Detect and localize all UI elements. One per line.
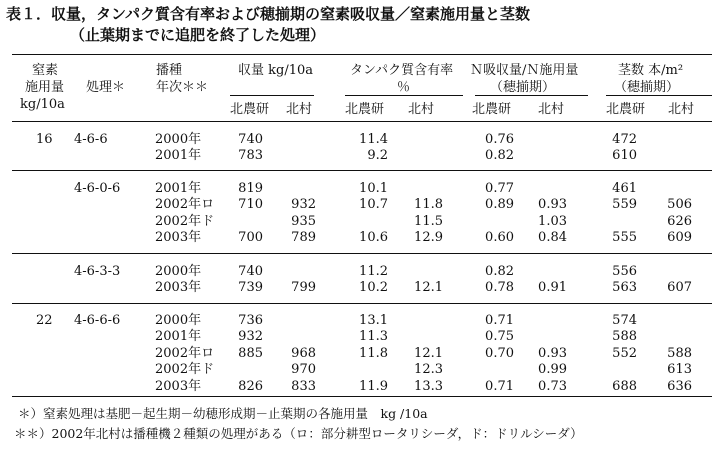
- year-cell: 2001年: [155, 329, 202, 345]
- value-cell: 556: [612, 264, 637, 279]
- value-cell: 740: [238, 132, 263, 147]
- header-sub-stems-b: 北村: [668, 102, 695, 117]
- year-cell: 2000年: [155, 132, 202, 147]
- value-cell: 0.70: [485, 345, 514, 361]
- value-cell: 0.99: [538, 362, 567, 378]
- value-cell: 11.9: [359, 378, 388, 394]
- bottom-rule: [12, 396, 712, 397]
- year-cell: 2002年ロ: [155, 345, 215, 361]
- value-cell: 613: [667, 362, 692, 378]
- value-cell: 12.3: [414, 362, 443, 378]
- header-n-rate-3: kg/10a: [20, 97, 65, 112]
- value-cell: 970: [291, 362, 316, 378]
- header-sub-protein-b: 北村: [408, 102, 435, 117]
- value-cell: 11.8: [414, 197, 443, 213]
- value-cell: 563: [612, 280, 637, 296]
- treatment-cell: 4-6-6: [74, 132, 108, 147]
- header-yield: 収量 kg/10a: [238, 63, 314, 78]
- year-cell: 2002年ド: [155, 362, 215, 378]
- value-cell: 0.84: [538, 230, 567, 246]
- value-cell: 10.1: [359, 181, 388, 196]
- value-cell: 607: [667, 280, 692, 296]
- value-cell: 0.76: [485, 132, 514, 147]
- value-cell: 626: [667, 213, 692, 229]
- value-cell: 12.1: [414, 345, 443, 361]
- value-cell: 789: [291, 230, 316, 246]
- header-stems-2: （穂揃期）: [614, 80, 680, 95]
- value-cell: 10.2: [359, 280, 388, 296]
- header-n-rate-1: 窒素: [32, 63, 59, 78]
- value-cell: 1.03: [538, 213, 567, 229]
- value-cell: 13.1: [359, 313, 388, 328]
- value-cell: 0.71: [485, 378, 514, 394]
- value-cell: 0.82: [485, 148, 514, 164]
- value-cell: 688: [612, 378, 637, 394]
- value-cell: 12.9: [414, 230, 443, 246]
- table-subtitle: （止葉期までに追肥を終了した処理）: [70, 26, 326, 44]
- value-cell: 710: [238, 197, 263, 213]
- value-cell: 461: [612, 181, 637, 196]
- value-cell: 968: [291, 345, 316, 361]
- header-protein-2: ％: [397, 80, 411, 95]
- year-cell: 2001年: [155, 181, 202, 196]
- stems-subrule: [606, 95, 712, 96]
- value-cell: 0.93: [538, 345, 567, 361]
- value-cell: 636: [667, 378, 692, 394]
- value-cell: 11.8: [359, 345, 388, 361]
- value-cell: 700: [238, 230, 263, 246]
- header-sub-ratio-b: 北村: [538, 102, 565, 117]
- value-cell: 833: [291, 378, 316, 394]
- treatment-cell: 4-6-6-6: [74, 313, 121, 328]
- value-cell: 10.7: [359, 197, 388, 213]
- header-ratio-2: （穂揃期）: [490, 80, 556, 95]
- year-cell: 2000年: [155, 264, 202, 279]
- value-cell: 932: [291, 197, 316, 213]
- value-cell: 506: [667, 197, 692, 213]
- value-cell: 0.93: [538, 197, 567, 213]
- value-cell: 0.77: [485, 181, 514, 196]
- year-cell: 2000年: [155, 313, 202, 328]
- value-cell: 0.82: [485, 264, 514, 279]
- value-cell: 0.78: [485, 280, 514, 296]
- value-cell: 11.2: [359, 264, 388, 279]
- year-cell: 2002年ド: [155, 213, 215, 229]
- header-sub-stems-a: 北農研: [606, 102, 646, 117]
- yield-subrule: [230, 95, 314, 96]
- value-cell: 9.2: [367, 148, 388, 164]
- value-cell: 12.1: [414, 280, 443, 296]
- ratio-subrule: [475, 95, 588, 96]
- header-year-2: 年次＊＊: [156, 80, 209, 95]
- value-cell: 740: [238, 264, 263, 279]
- value-cell: 0.71: [485, 313, 514, 328]
- header-sub-yield-b: 北村: [286, 102, 313, 117]
- value-cell: 10.6: [359, 230, 388, 246]
- value-cell: 885: [238, 345, 263, 361]
- value-cell: 739: [238, 280, 263, 296]
- value-cell: 799: [291, 280, 316, 296]
- value-cell: 559: [612, 197, 637, 213]
- value-cell: 609: [667, 230, 692, 246]
- n-rate-cell: 22: [36, 313, 53, 328]
- value-cell: 13.3: [414, 378, 443, 394]
- group-rule-2: [12, 253, 712, 254]
- treatment-cell: 4-6-3-3: [74, 264, 121, 279]
- footnote-2: ＊＊）2002年北村は播種機２種類の処理がある（ロ：部分耕型ロータリシーダ，ド：ドリルシーダ）: [14, 426, 583, 441]
- value-cell: 11.5: [414, 213, 443, 229]
- header-sub-ratio-a: 北農研: [472, 102, 512, 117]
- value-cell: 0.75: [485, 329, 514, 345]
- value-cell: 588: [667, 345, 692, 361]
- header-sub-protein-a: 北農研: [345, 102, 385, 117]
- table-title: 表１．収量，タンパク質含有率および穂揃期の窒素吸収量／窒素施用量と茎数: [6, 5, 530, 23]
- header-bottom-rule: [12, 121, 712, 122]
- n-rate-cell: 16: [36, 132, 53, 147]
- value-cell: 783: [238, 148, 263, 164]
- header-ratio-1: Ｎ吸収量/Ｎ施用量: [470, 63, 579, 78]
- header-treatment: 処理＊: [86, 80, 126, 95]
- value-cell: 588: [612, 329, 637, 345]
- value-cell: 552: [612, 345, 637, 361]
- value-cell: 0.60: [485, 230, 514, 246]
- value-cell: 826: [238, 378, 263, 394]
- value-cell: 11.3: [359, 329, 388, 345]
- year-cell: 2003年: [155, 230, 202, 246]
- year-cell: 2002年ロ: [155, 197, 215, 213]
- value-cell: 0.73: [538, 378, 567, 394]
- header-year-1: 播種: [156, 63, 183, 78]
- year-cell: 2001年: [155, 148, 202, 164]
- protein-subrule: [345, 95, 463, 96]
- treatment-cell: 4-6-0-6: [74, 181, 121, 196]
- group-rule-3: [12, 303, 712, 304]
- value-cell: 610: [612, 148, 637, 164]
- value-cell: 819: [238, 181, 263, 196]
- value-cell: 736: [238, 313, 263, 328]
- value-cell: 574: [612, 313, 637, 328]
- value-cell: 0.91: [538, 280, 567, 296]
- value-cell: 555: [612, 230, 637, 246]
- header-sub-yield-a: 北農研: [230, 102, 270, 117]
- year-cell: 2003年: [155, 378, 202, 394]
- year-cell: 2003年: [155, 280, 202, 296]
- group-rule-1: [12, 170, 712, 171]
- value-cell: 11.4: [359, 132, 388, 147]
- header-n-rate-2: 施用量: [25, 80, 65, 95]
- top-rule: [12, 54, 712, 55]
- value-cell: 0.89: [485, 197, 514, 213]
- header-protein-1: タンパク質含有率: [350, 63, 454, 78]
- footnote-1: ＊）窒素処理は基肥－起生期－幼穂形成期－止葉期の各施用量 kg /10a: [18, 406, 428, 421]
- value-cell: 935: [291, 213, 316, 229]
- value-cell: 472: [612, 132, 637, 147]
- header-stems-1: 茎数 本/m²: [618, 63, 684, 78]
- value-cell: 932: [238, 329, 263, 345]
